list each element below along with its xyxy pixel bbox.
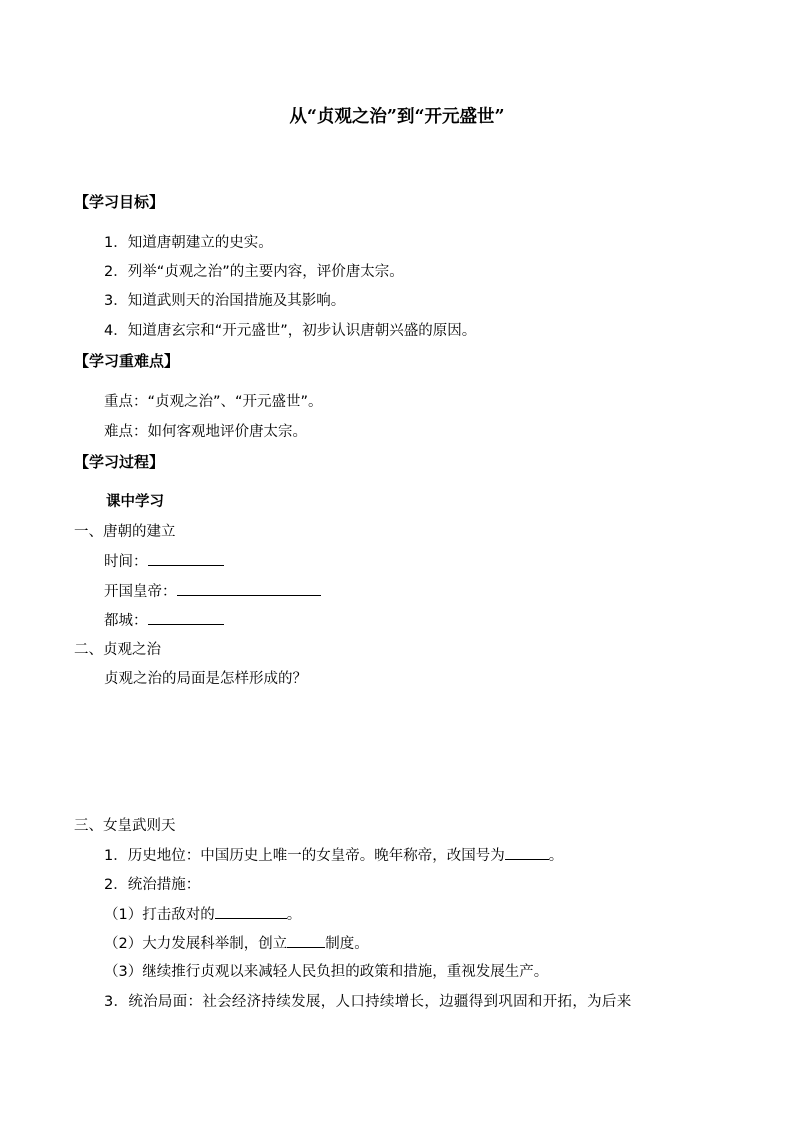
goals-heading: 【学习目标】 xyxy=(74,193,165,211)
rule-situation-row: 3．统治局面：社会经济持续发展，人口持续增长，边疆得到巩固和开拓，为后来 xyxy=(104,994,632,1010)
section-2-title: 二、贞观之治 xyxy=(74,642,161,658)
measure-1-row xyxy=(104,904,301,925)
measure-2-row xyxy=(104,933,369,954)
section-3-title: 三、女皇武则天 xyxy=(74,818,176,834)
measure-1-text: （1）打击敌对的 xyxy=(104,907,215,923)
goal-item-2: 2．列举“贞观之治”的主要内容，评价唐太宗。 xyxy=(104,264,404,280)
page-title: 从“贞观之治”到“开元盛世” xyxy=(289,107,505,127)
measures-heading: 2．统治措施： xyxy=(104,877,201,893)
section-2-question: 贞观之治的局面是怎样形成的？ xyxy=(104,671,307,687)
measure-2-text: （2）大力发展科举制，创立 xyxy=(104,936,288,952)
founding-emperor-blank[interactable] xyxy=(177,581,321,596)
process-heading: 【学习过程】 xyxy=(74,453,165,471)
goal-item-4: 4．知道唐玄宗和“开元盛世”，初步认识唐朝兴盛的原因。 xyxy=(104,323,477,339)
founding-time-blank[interactable] xyxy=(148,551,224,566)
measure-2-blank[interactable] xyxy=(287,933,325,948)
measure-3-row: （3）继续推行贞观以来减轻人民负担的政策和措施，重视发展生产。 xyxy=(104,964,549,980)
founding-emperor-row xyxy=(104,581,321,602)
founding-time-row xyxy=(104,551,224,572)
dynasty-name-blank[interactable] xyxy=(505,845,549,860)
measure-1-blank[interactable] xyxy=(215,904,287,919)
keypoints-difficulty: 难点：如何客观地评价唐太宗。 xyxy=(104,424,307,440)
historical-status-text: 1．历史地位：中国历史上唯一的女皇帝。晚年称帝，改国号为 xyxy=(104,848,505,864)
keypoints-heading: 【学习重难点】 xyxy=(74,352,180,370)
capital-row xyxy=(104,610,224,631)
goal-item-1: 1．知道唐朝建立的史实。 xyxy=(104,235,273,251)
measure-1-end: 。 xyxy=(286,907,302,923)
founding-time-label: 时间： xyxy=(104,554,148,570)
section-1-title: 一、唐朝的建立 xyxy=(74,524,176,540)
keypoints-focus: 重点：“贞观之治”、“开元盛世”。 xyxy=(104,394,323,410)
founding-emperor-label: 开国皇帝： xyxy=(104,584,177,600)
goal-item-3: 3．知道武则天的治国措施及其影响。 xyxy=(104,293,346,309)
measure-2-end: 制度。 xyxy=(325,936,369,952)
historical-status-row xyxy=(104,845,563,866)
process-subheading: 课中学习 xyxy=(106,494,164,510)
historical-status-end: 。 xyxy=(548,848,564,864)
capital-label: 都城： xyxy=(104,613,148,629)
capital-blank[interactable] xyxy=(148,610,224,625)
